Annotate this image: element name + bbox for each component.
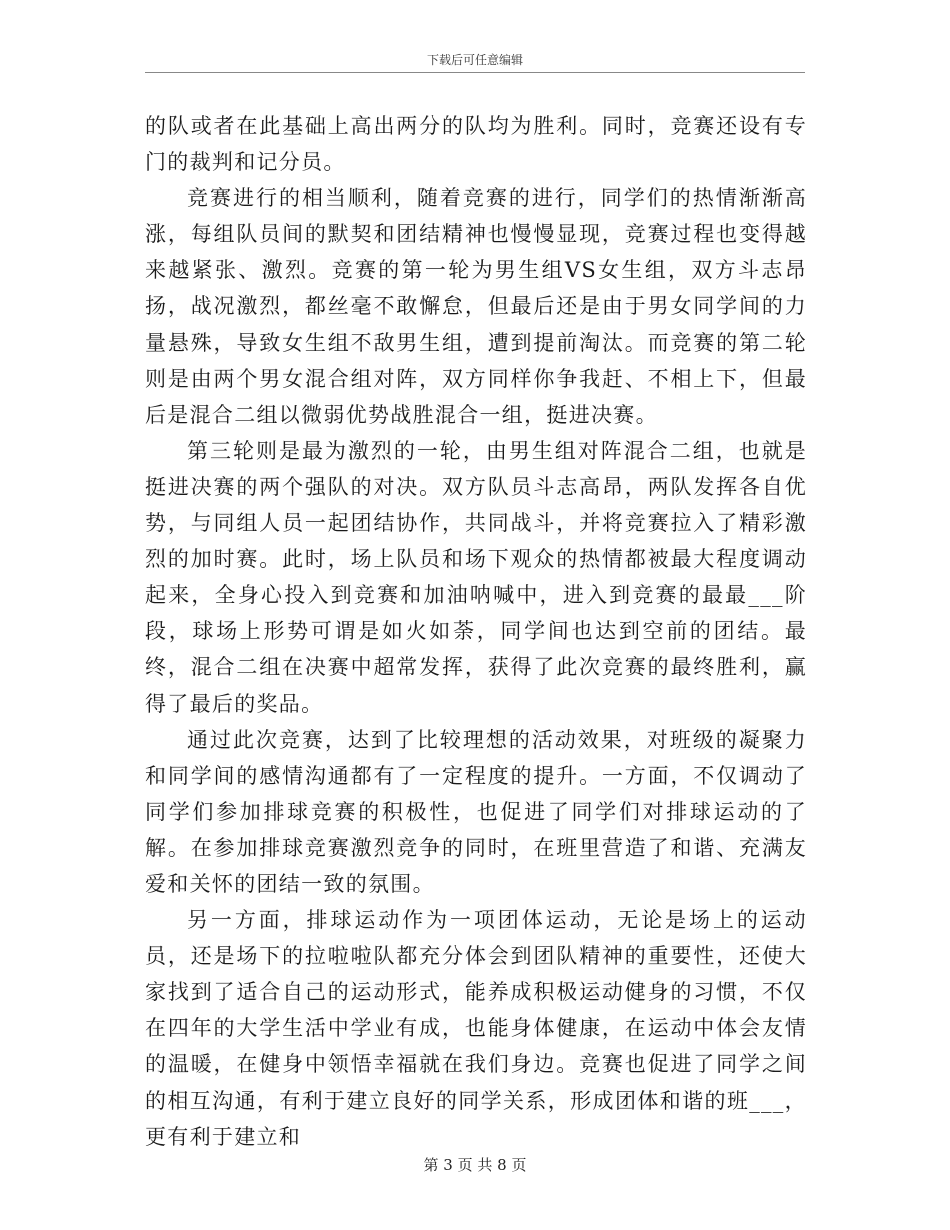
page-header: 下载后可任意编辑 [426, 53, 523, 67]
paragraph-competition-progress: 竞赛进行的相当顺利，随着竞赛的进行，同学们的热情渐渐高涨，每组队员间的默契和团结精神也慢慢显现，竞赛过程也变得越来越紧张、激烈。竞赛的第一轮为男生组VS女生组，双方斗志昂扬，战况激烈，都丝毫不敢懈怠，但最后还是由于男女同学间的力量悬殊，导致女生组不敌男生组，遭到提前淘汰。而竞赛的第二轮则是由两个男女混合组对阵，双方同样你争我赶、不相上下，但最后是混合二组以微弱优势战胜混合一组，挺进决赛。 [145, 186, 807, 427]
paragraph-activity-effect: 通过此次竞赛，达到了比较理想的活动效果，对班级的凝聚力和同学间的感情沟通都有了一定程度的提升。一方面，不仅调动了同学们参加排球竞赛的积极性，也促进了同学们对排球运动的了解。在参加排球竞赛激烈竞争的同时，在班里营造了和谐、充满友爱和关怀的团结一致的氛围。 [145, 727, 807, 896]
paragraph-final-round: 第三轮则是最为激烈的一轮，由男生组对阵混合二组，也就是挺进决赛的两个强队的对决。双方队员斗志高昂，两队发挥各自优势，与同组人员一起团结协作，共同战斗，并将竞赛拉入了精彩激烈的加时赛。此时，场上队员和场下观众的热情都被最大程度调动起来，全身心投入到竞赛和加油呐喊中，进入到竞赛的最最___阶段，球场上形势可谓是如火如荼，同学间也达到空前的团结。最终，混合二组在决赛中超常发挥，获得了此次竞赛的最终胜利，赢得了最后的奖品。 [145, 438, 807, 716]
header-divider [145, 72, 805, 73]
paragraph-continuation: 的队或者在此基础上高出两分的队均为胜利。同时，竞赛还设有专门的裁判和记分员。 [145, 114, 807, 175]
page-footer: 第 3 页 共 8 页 [423, 1156, 527, 1174]
paragraph-team-spirit: 另一方面，排球运动作为一项团体运动，无论是场上的运动员，还是场下的拉啦啦队都充分体会到团队精神的重要性，还使大家找到了适合自己的运动形式，能养成积极运动健身的习惯，不仅在四年的大学生活中学业有成，也能身体健康，在运动中体会友情的温暖，在健身中领悟幸福就在我们身边。竞赛也促进了同学之间的相互沟通，有利于建立良好的同学关系，形成团体和谐的班___，更有利于建立和 [145, 908, 807, 1149]
document-body [145, 108, 807, 1155]
